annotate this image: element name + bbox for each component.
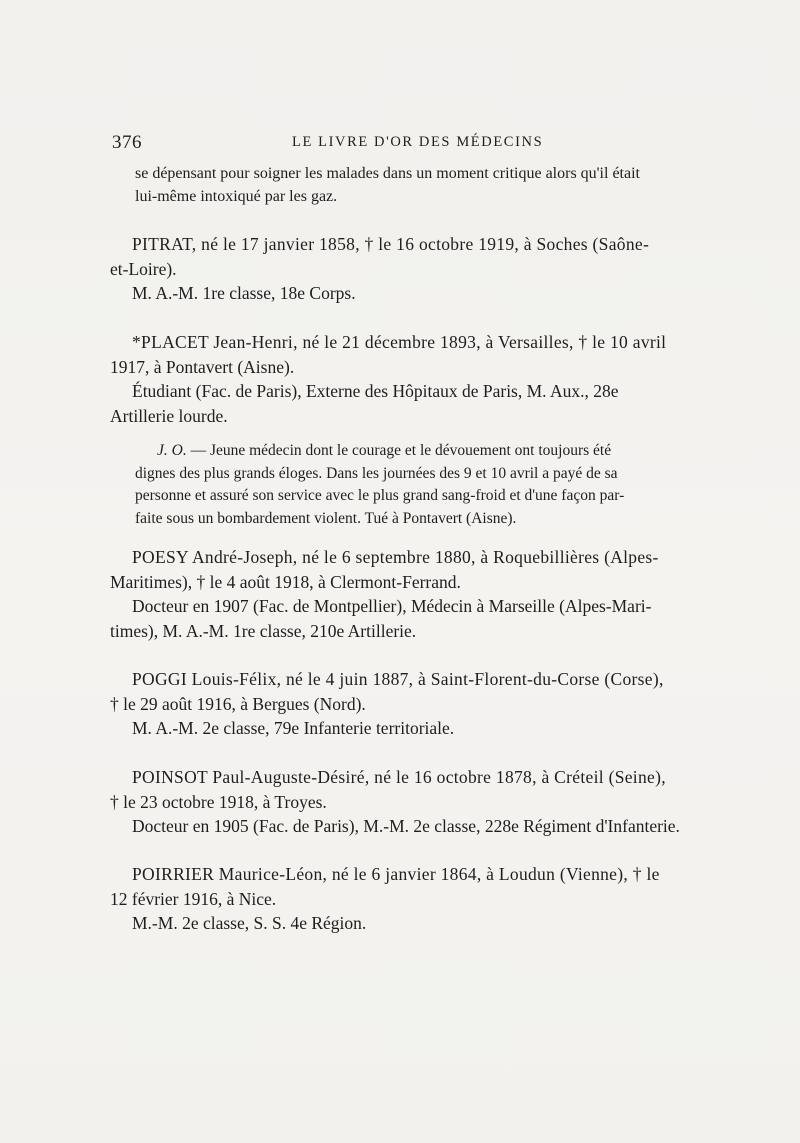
- text-line: *PLACET Jean-Henri, né le 21 décembre 1893, à Versailles, † le 10 avril: [132, 332, 667, 352]
- text-line: POGGI Louis-Félix, né le 4 juin 1887, à Saint-Florent-du-Corse (Corse),: [132, 669, 664, 689]
- text-line: PITRAT, né le 17 janvier 1858, † le 16 octobre 1919, à Soches (Saône-: [132, 234, 650, 254]
- entry-poinsot: [110, 765, 735, 839]
- entry-poesy: [110, 545, 735, 643]
- entry-pitrat: [110, 232, 735, 306]
- text-line: Maritimes), † le 4 août 1918, à Clermont-Ferrand.: [110, 571, 461, 592]
- citation-text: — Jeune médecin dont le courage et le dévouement ont toujours été: [190, 442, 612, 459]
- text-line: Étudiant (Fac. de Paris), Externe des Hôpitaux de Paris, M. Aux., 28e: [132, 381, 619, 401]
- text-line: M. A.-M. 1re classe, 18e Corps.: [132, 283, 356, 303]
- running-title: LE LIVRE D'OR DES MÉDECINS: [292, 134, 544, 150]
- text-line: times), M. A.-M. 1re classe, 210e Artillerie.: [110, 620, 417, 641]
- continuation-paragraph: [135, 163, 735, 208]
- text-line: et-Loire).: [110, 258, 177, 279]
- text-line: † le 23 octobre 1918, à Troyes.: [110, 791, 327, 812]
- text-line: M.-M. 2e classe, S. S. 4e Région.: [132, 913, 367, 933]
- jo-label: J. O.: [157, 442, 187, 459]
- text-line: POIRRIER Maurice-Léon, né le 6 janvier 1864, à Loudun (Vienne), † le: [132, 864, 660, 884]
- text-line: faite sous un bombardement violent. Tué à Pontavert (Aisne).: [135, 509, 517, 527]
- text-line: † le 29 août 1916, à Bergues (Nord).: [110, 693, 366, 714]
- text-line: POESY André-Joseph, né le 6 septembre 1880, à Roquebillières (Alpes-: [132, 547, 659, 567]
- text-line: Docteur en 1905 (Fac. de Paris), M.-M. 2e classe, 228e Régiment d'Infanterie.: [132, 816, 680, 836]
- journal-officiel-citation: [135, 440, 735, 530]
- text-line: personne et assuré son service avec le plus grand sang-froid et d'une façon par-: [135, 487, 625, 504]
- text-line: POINSOT Paul-Auguste-Désiré, né le 16 octobre 1878, à Créteil (Seine),: [132, 767, 666, 787]
- text-line: se dépensant pour soigner les malades dans un moment critique alors qu'il était: [135, 165, 640, 182]
- text-line: M. A.-M. 2e classe, 79e Infanterie territoriale.: [132, 718, 455, 738]
- page-number: 376: [112, 132, 142, 153]
- text-line: dignes des plus grands éloges. Dans les journées des 9 et 10 avril a payé de sa: [135, 464, 618, 482]
- text-line: 1917, à Pontavert (Aisne).: [110, 356, 295, 377]
- text-line: 12 février 1916, à Nice.: [110, 888, 277, 909]
- text-line: [135, 440, 735, 463]
- text-line: lui-même intoxiqué par les gaz.: [135, 187, 338, 205]
- entry-poirrier: [110, 862, 735, 936]
- text-line: Artillerie lourde.: [110, 405, 228, 426]
- text-line: Docteur en 1907 (Fac. de Montpellier), Médecin à Marseille (Alpes-Mari-: [132, 596, 652, 616]
- entry-poggi: [110, 667, 735, 741]
- entry-placet: [110, 330, 735, 428]
